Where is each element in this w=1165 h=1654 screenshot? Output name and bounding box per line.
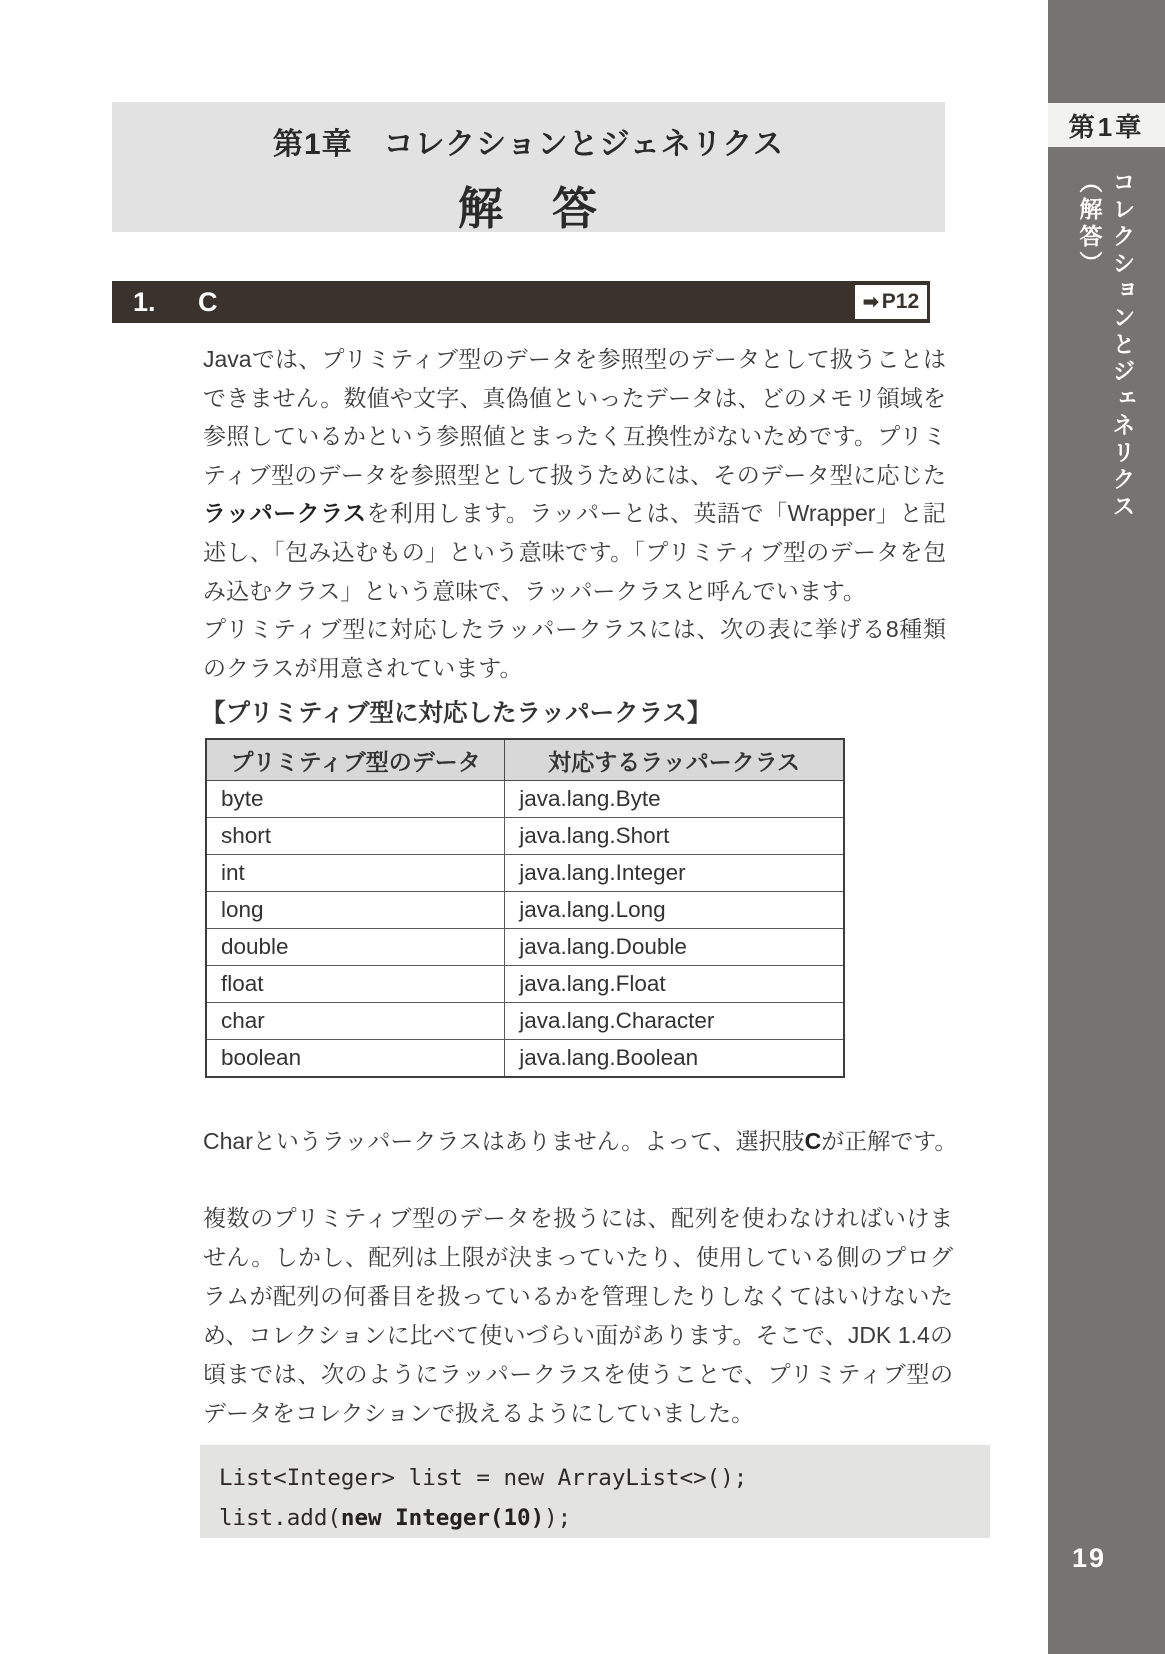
table-cell: double <box>206 929 505 966</box>
page-title: 解 答 <box>457 183 599 234</box>
table-cell: boolean <box>206 1040 505 1078</box>
sidebar-chapter-tab <box>1048 103 1165 147</box>
page-number: 19 <box>1072 1543 1107 1573</box>
table-cell: java.lang.Long <box>505 892 844 929</box>
table-cell: int <box>206 855 505 892</box>
table-row <box>206 818 844 855</box>
table-row <box>206 966 844 1003</box>
chapter-header-box <box>112 102 945 232</box>
page-reference-label: P12 <box>881 290 920 313</box>
paragraph-explanation-2 <box>203 1122 963 1161</box>
table-cell: byte <box>206 781 505 818</box>
code-bold-new-integer: new Integer(10) <box>340 1505 545 1531</box>
table-cell: java.lang.Float <box>505 966 844 1003</box>
table-row <box>206 1040 844 1078</box>
paragraph-explanation-1 <box>203 340 946 687</box>
paragraph-explanation-3: 複数のプリミティブ型のデータを扱うには、配列を使わなければいけません。しかし、配列は上限が決まっていたり、使用している側のプログラムが配列の何番目を扱っているかを管理したりしなくてはいけないため、コレクションに比べて使いづらい面があります。そこで、JDK 1.4の頃までは、次のようにラッパークラスを使うことで、プリミティブ型のデータをコレクションで扱えるようにしていました。 <box>203 1205 953 1426</box>
table-cell: java.lang.Double <box>505 929 844 966</box>
chapter-heading: 第1章 コレクションとジェネリクス <box>273 128 784 161</box>
table-cell: java.lang.Boolean <box>505 1040 844 1078</box>
p2-text-a: Charというラッパークラスはありません。よって、選択肢 <box>203 1128 805 1154</box>
table-cell: java.lang.Short <box>505 818 844 855</box>
question-bar <box>112 281 930 323</box>
table-row <box>206 781 844 818</box>
right-arrow-icon: ➡ <box>862 291 879 313</box>
table-cell: char <box>206 1003 505 1040</box>
p2-bold-answer: C <box>804 1128 822 1154</box>
table-row <box>206 855 844 892</box>
table-cell: float <box>206 966 505 1003</box>
code-line-2: list.add(new Integer(10)); <box>219 1505 572 1531</box>
table-header-row <box>206 739 844 781</box>
answer-letter: C <box>198 287 218 317</box>
p1-text-c: プリミティブ型に対応したラッパークラスには、次の表に挙げる8種類のクラスが用意されています。 <box>203 616 946 681</box>
table-row <box>206 892 844 929</box>
question-number: 1. <box>133 287 156 317</box>
table-cell: java.lang.Integer <box>505 855 844 892</box>
p2-text-b: が正解です。 <box>821 1128 958 1154</box>
code-block <box>200 1445 990 1538</box>
p1-text-a: Javaでは、プリミティブ型のデータを参照型のデータとして扱うことはできません。数値や文字、真偽値といったデータは、どのメモリ領域を参照しているかという参照値とまったく互換性がないためです。プリミティブ型のデータを参照型として扱うためには、そのデータ型に応じた <box>203 346 946 488</box>
column-header-wrapper: 対応するラッパークラス <box>505 739 844 781</box>
table-row <box>206 929 844 966</box>
table-caption: 【プリミティブ型に対応したラッパークラス】 <box>201 700 712 727</box>
wrapper-class-table <box>205 738 845 1078</box>
sidebar-chapter-label: 第1章 <box>1068 111 1145 142</box>
table-row <box>206 1003 844 1040</box>
page-reference-badge <box>855 285 927 319</box>
column-header-primitive: プリミティブ型のデータ <box>206 739 505 781</box>
chapter-sidebar <box>1048 0 1165 1654</box>
table-cell: short <box>206 818 505 855</box>
table-cell: java.lang.Character <box>505 1003 844 1040</box>
p1-bold-wrapper-class: ラッパークラス <box>203 500 367 527</box>
sidebar-vertical-title: コレクションとジェネリクス（解答） <box>1076 170 1136 521</box>
table-body <box>206 781 844 1078</box>
table-cell: java.lang.Byte <box>505 781 844 818</box>
table-cell: long <box>206 892 505 929</box>
p1-text-b: を利用します。ラッパーとは、英語で「Wrapper」と記述し、「包み込むもの」という意味です。「プリミティブ型のデータを包み込むクラス」という意味で、ラッパークラスと呼んでいます。 <box>203 500 946 604</box>
code-line-1: List<Integer> list = new ArrayList<>(); <box>219 1465 748 1491</box>
